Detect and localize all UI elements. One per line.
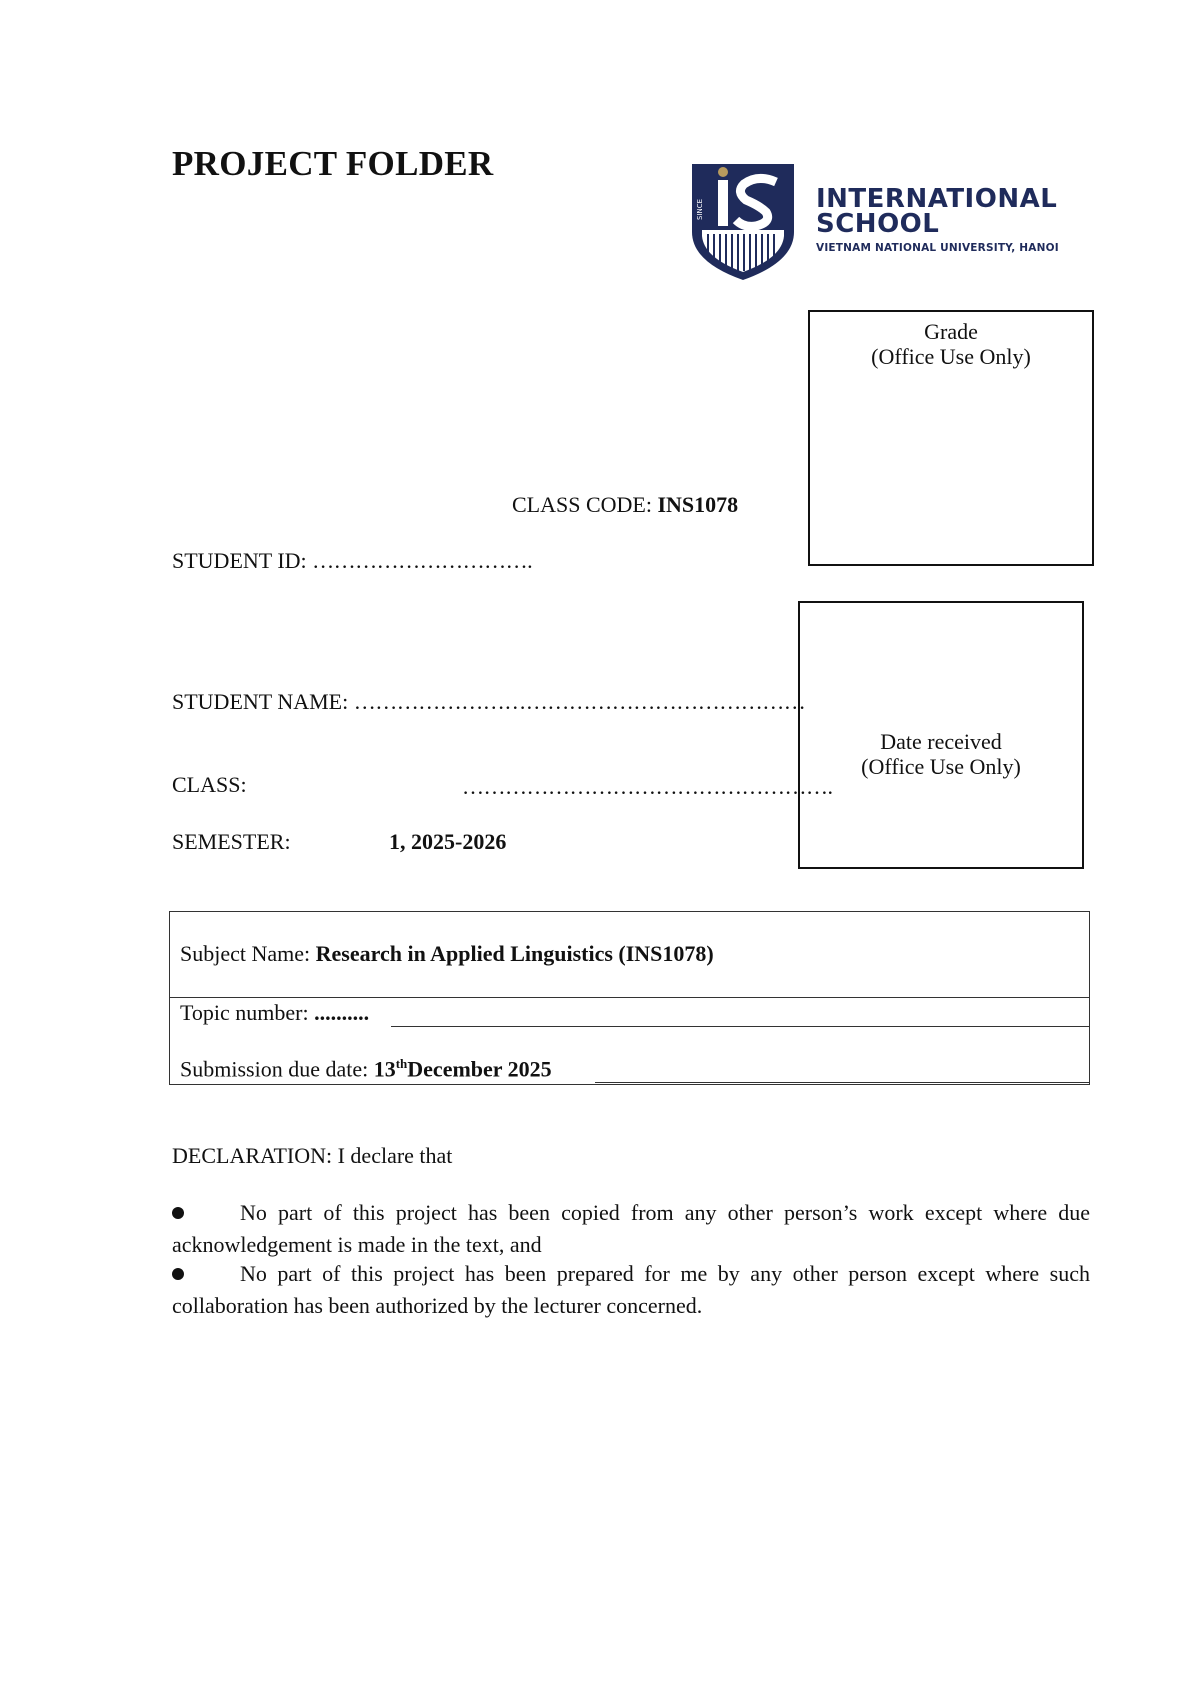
page-title: PROJECT FOLDER — [172, 144, 494, 183]
shield-text: SINCE — [696, 198, 704, 220]
student-id-dots[interactable]: …………………………. — [312, 548, 533, 573]
subject-name — [180, 941, 714, 967]
school-logo — [688, 160, 1078, 282]
grade-office-use: (Office Use Only) — [871, 344, 1031, 369]
declaration-item-2 — [172, 1258, 1090, 1322]
grade-label: Grade — [924, 319, 978, 344]
semester-value: 1, 2025-2026 — [389, 829, 507, 854]
due-date-underline — [595, 1082, 1089, 1083]
subject-table — [169, 911, 1090, 1085]
due-date-label: Submission due date: — [180, 1056, 374, 1082]
grade-box — [808, 310, 1094, 566]
declaration-item-1 — [172, 1197, 1090, 1261]
class-label: CLASS: — [172, 772, 247, 797]
class-code — [512, 492, 738, 518]
subject-code: (INS1078) — [612, 941, 714, 966]
declaration-item-1-text: No part of this project has been copied from any other person’s work except where due acknowledgement is made in the text, and — [172, 1200, 1090, 1257]
bullet-icon — [172, 1268, 184, 1280]
student-name-label: STUDENT NAME: — [172, 689, 354, 714]
logo-line3: VIETNAM NATIONAL UNIVERSITY, HANOI — [816, 242, 1059, 254]
declaration-item-2-text: No part of this project has been prepared for me by any other person except where such collaboration has been authorized by the lecturer concerned. — [172, 1261, 1090, 1318]
shield-logo-icon — [688, 160, 798, 282]
class-dots[interactable]: ……………………………………………. — [462, 774, 833, 799]
declaration-heading: DECLARATION: I declare that — [172, 1143, 453, 1168]
topic-number-value[interactable]: .......... — [314, 1000, 370, 1025]
logo-line1: INTERNATIONAL — [816, 184, 1058, 214]
student-name-dots[interactable]: ……………………………………………………… — [353, 689, 806, 714]
date-received-box — [798, 601, 1084, 869]
topic-number-label: Topic number: — [180, 1000, 315, 1025]
logo-wordmark — [816, 186, 1059, 254]
student-name — [172, 689, 805, 715]
logo-line2: SCHOOL — [816, 209, 940, 239]
student-id-label: STUDENT ID: — [172, 548, 313, 573]
topic-underline — [391, 1026, 1089, 1027]
date-received-label: Date received — [880, 729, 1002, 754]
class-code-value: INS1078 — [657, 492, 739, 517]
row-divider — [170, 997, 1089, 998]
due-date-rest: December 2025 — [407, 1056, 552, 1082]
student-id — [172, 548, 532, 574]
subject-name-value: Research in Applied Linguistics — [315, 941, 613, 966]
date-received-office-use: (Office Use Only) — [861, 754, 1021, 779]
subject-name-label: Subject Name: — [180, 941, 316, 966]
submission-due-date — [180, 1056, 552, 1082]
topic-number — [180, 1000, 369, 1026]
bullet-icon — [172, 1207, 184, 1219]
due-date-suffix: th — [395, 1056, 408, 1071]
semester-label: SEMESTER: — [172, 829, 291, 854]
class-code-label: CLASS CODE: — [512, 492, 658, 517]
due-date-day: 13 — [373, 1056, 396, 1082]
